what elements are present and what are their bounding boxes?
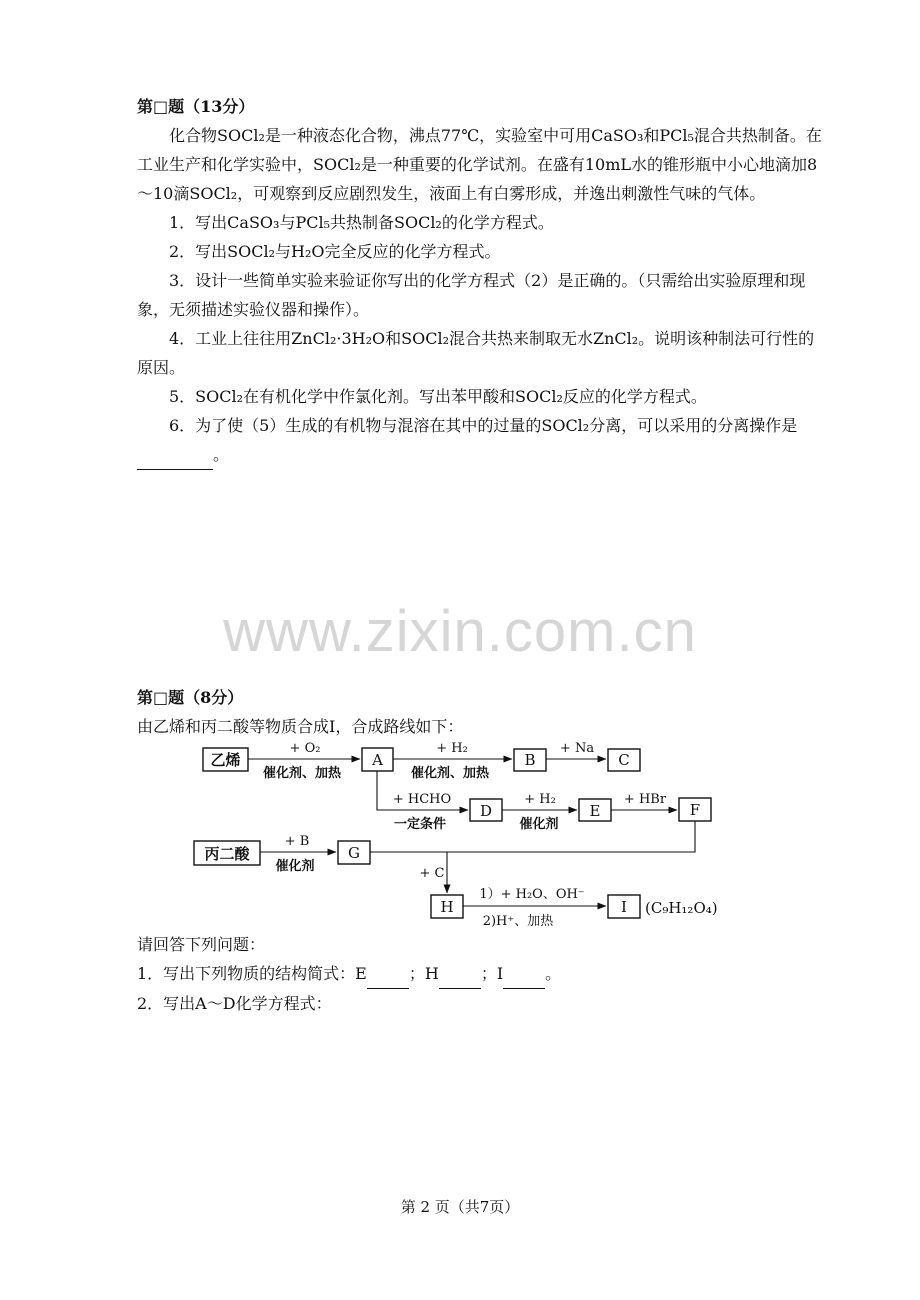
box-b-label: B [524, 751, 536, 769]
reagent-hbr: + HBr [623, 792, 667, 807]
box-malonic-label: 丙二酸 [204, 845, 250, 863]
box-h-label: H [440, 898, 454, 916]
question-1-item-6-text: 6．为了使（5）生成的有机物与混溶在其中的过量的SOCl₂分离，可以采用的分离操作是 [169, 416, 798, 435]
answer-blank-e [367, 959, 409, 989]
question-1-intro: 化合物SOCl₂是一种液态化合物，沸点77℃，实验室中可用CaSO₃和PCl₅混合共热制备。在工业生产和化学实验中，SOCl₂是一种重要的化学试剂。在盛有10mL水的锥形瓶中小心地滴加8～10滴SOCl₂，可观察到反应剧烈发生，液面上有白雾形成，并逸出刺激性气味的气体。 [137, 126, 822, 203]
question-2-item-2: 2．写出A～D化学方程式： [137, 994, 332, 1013]
condition-catalyst-2: 催化剂 [275, 859, 315, 874]
watermark: www.zixin.com.cn [223, 599, 697, 664]
box-g-label: G [348, 844, 360, 862]
page-footer: 第 2 页（共7页） [400, 1198, 520, 1216]
box-c-label: C [618, 751, 630, 769]
step-hydrolysis: 1）+ H₂O、OH⁻ [479, 887, 585, 902]
box-ethylene-label: 乙烯 [210, 751, 241, 769]
reagent-na: + Na [559, 741, 595, 756]
question-2-item-1-prefix: 1．写出下列物质的结构简式：E [137, 964, 367, 983]
box-a-label: A [372, 751, 383, 769]
condition-catalyst-heat-2: 催化剂、加热 [410, 766, 490, 781]
question-1-item-2: 2．写出SOCl₂与H₂O完全反应的化学方程式。 [169, 242, 501, 261]
box-e-label: E [589, 802, 601, 820]
formula-i: (C₉H₁₂O₄) [645, 899, 718, 917]
condition-certain: 一定条件 [393, 817, 447, 832]
question-1-item-6-end: 。 [213, 445, 230, 464]
reagent-h2-1: + H₂ [436, 741, 468, 756]
question-1-item-4: 4．工业上往往用ZnCl₂·3H₂O和SOCl₂混合共热来制取无水ZnCl₂。说明该种制法可行性的原因。 [137, 329, 815, 377]
question-1-item-1: 1．写出CaSO₃与PCl₅共热制备SOCl₂的化学方程式。 [169, 213, 554, 232]
reagent-h2-2: + H₂ [524, 792, 556, 807]
question-2-item-1 [137, 959, 827, 989]
question-1-title: 第□题（13分） [137, 97, 255, 116]
question-2-intro: 由乙烯和丙二酸等物质合成I，合成路线如下： [137, 717, 464, 736]
question-2-ask: 请回答下列问题： [137, 935, 266, 954]
step-acid-heat: 2)H⁺、加热 [482, 914, 554, 929]
question-2-item-1-end: 。 [545, 964, 562, 983]
question-1-item-3: 3．设计一些简单实验来验证你写出的化学方程式（2）是正确的。（只需给出实验原理和现象，无须描述实验仪器和操作）。 [137, 271, 806, 319]
answer-blank-h [439, 959, 481, 989]
answer-blank-i [503, 959, 545, 989]
reagent-hcho: + HCHO [392, 792, 452, 807]
question-2-item-1-i: ；I [480, 964, 504, 983]
box-f-label: F [689, 801, 701, 819]
question-2-questions [137, 930, 827, 1018]
box-i-label: I [621, 898, 627, 916]
reagent-c: + C [419, 866, 445, 881]
condition-catalyst-1: 催化剂 [519, 817, 559, 832]
box-d-label: D [479, 802, 493, 820]
question-2-title: 第□题（8分） [137, 688, 244, 707]
condition-catalyst-heat-1: 催化剂、加热 [262, 766, 342, 781]
question-2-item-1-h: ；H [408, 964, 439, 983]
reagent-o2: + O₂ [289, 741, 321, 756]
question-1-item-5: 5．SOCl₂在有机化学中作氯化剂。写出苯甲酸和SOCl₂反应的化学方程式。 [169, 387, 707, 406]
reagent-b: + B [284, 834, 310, 849]
